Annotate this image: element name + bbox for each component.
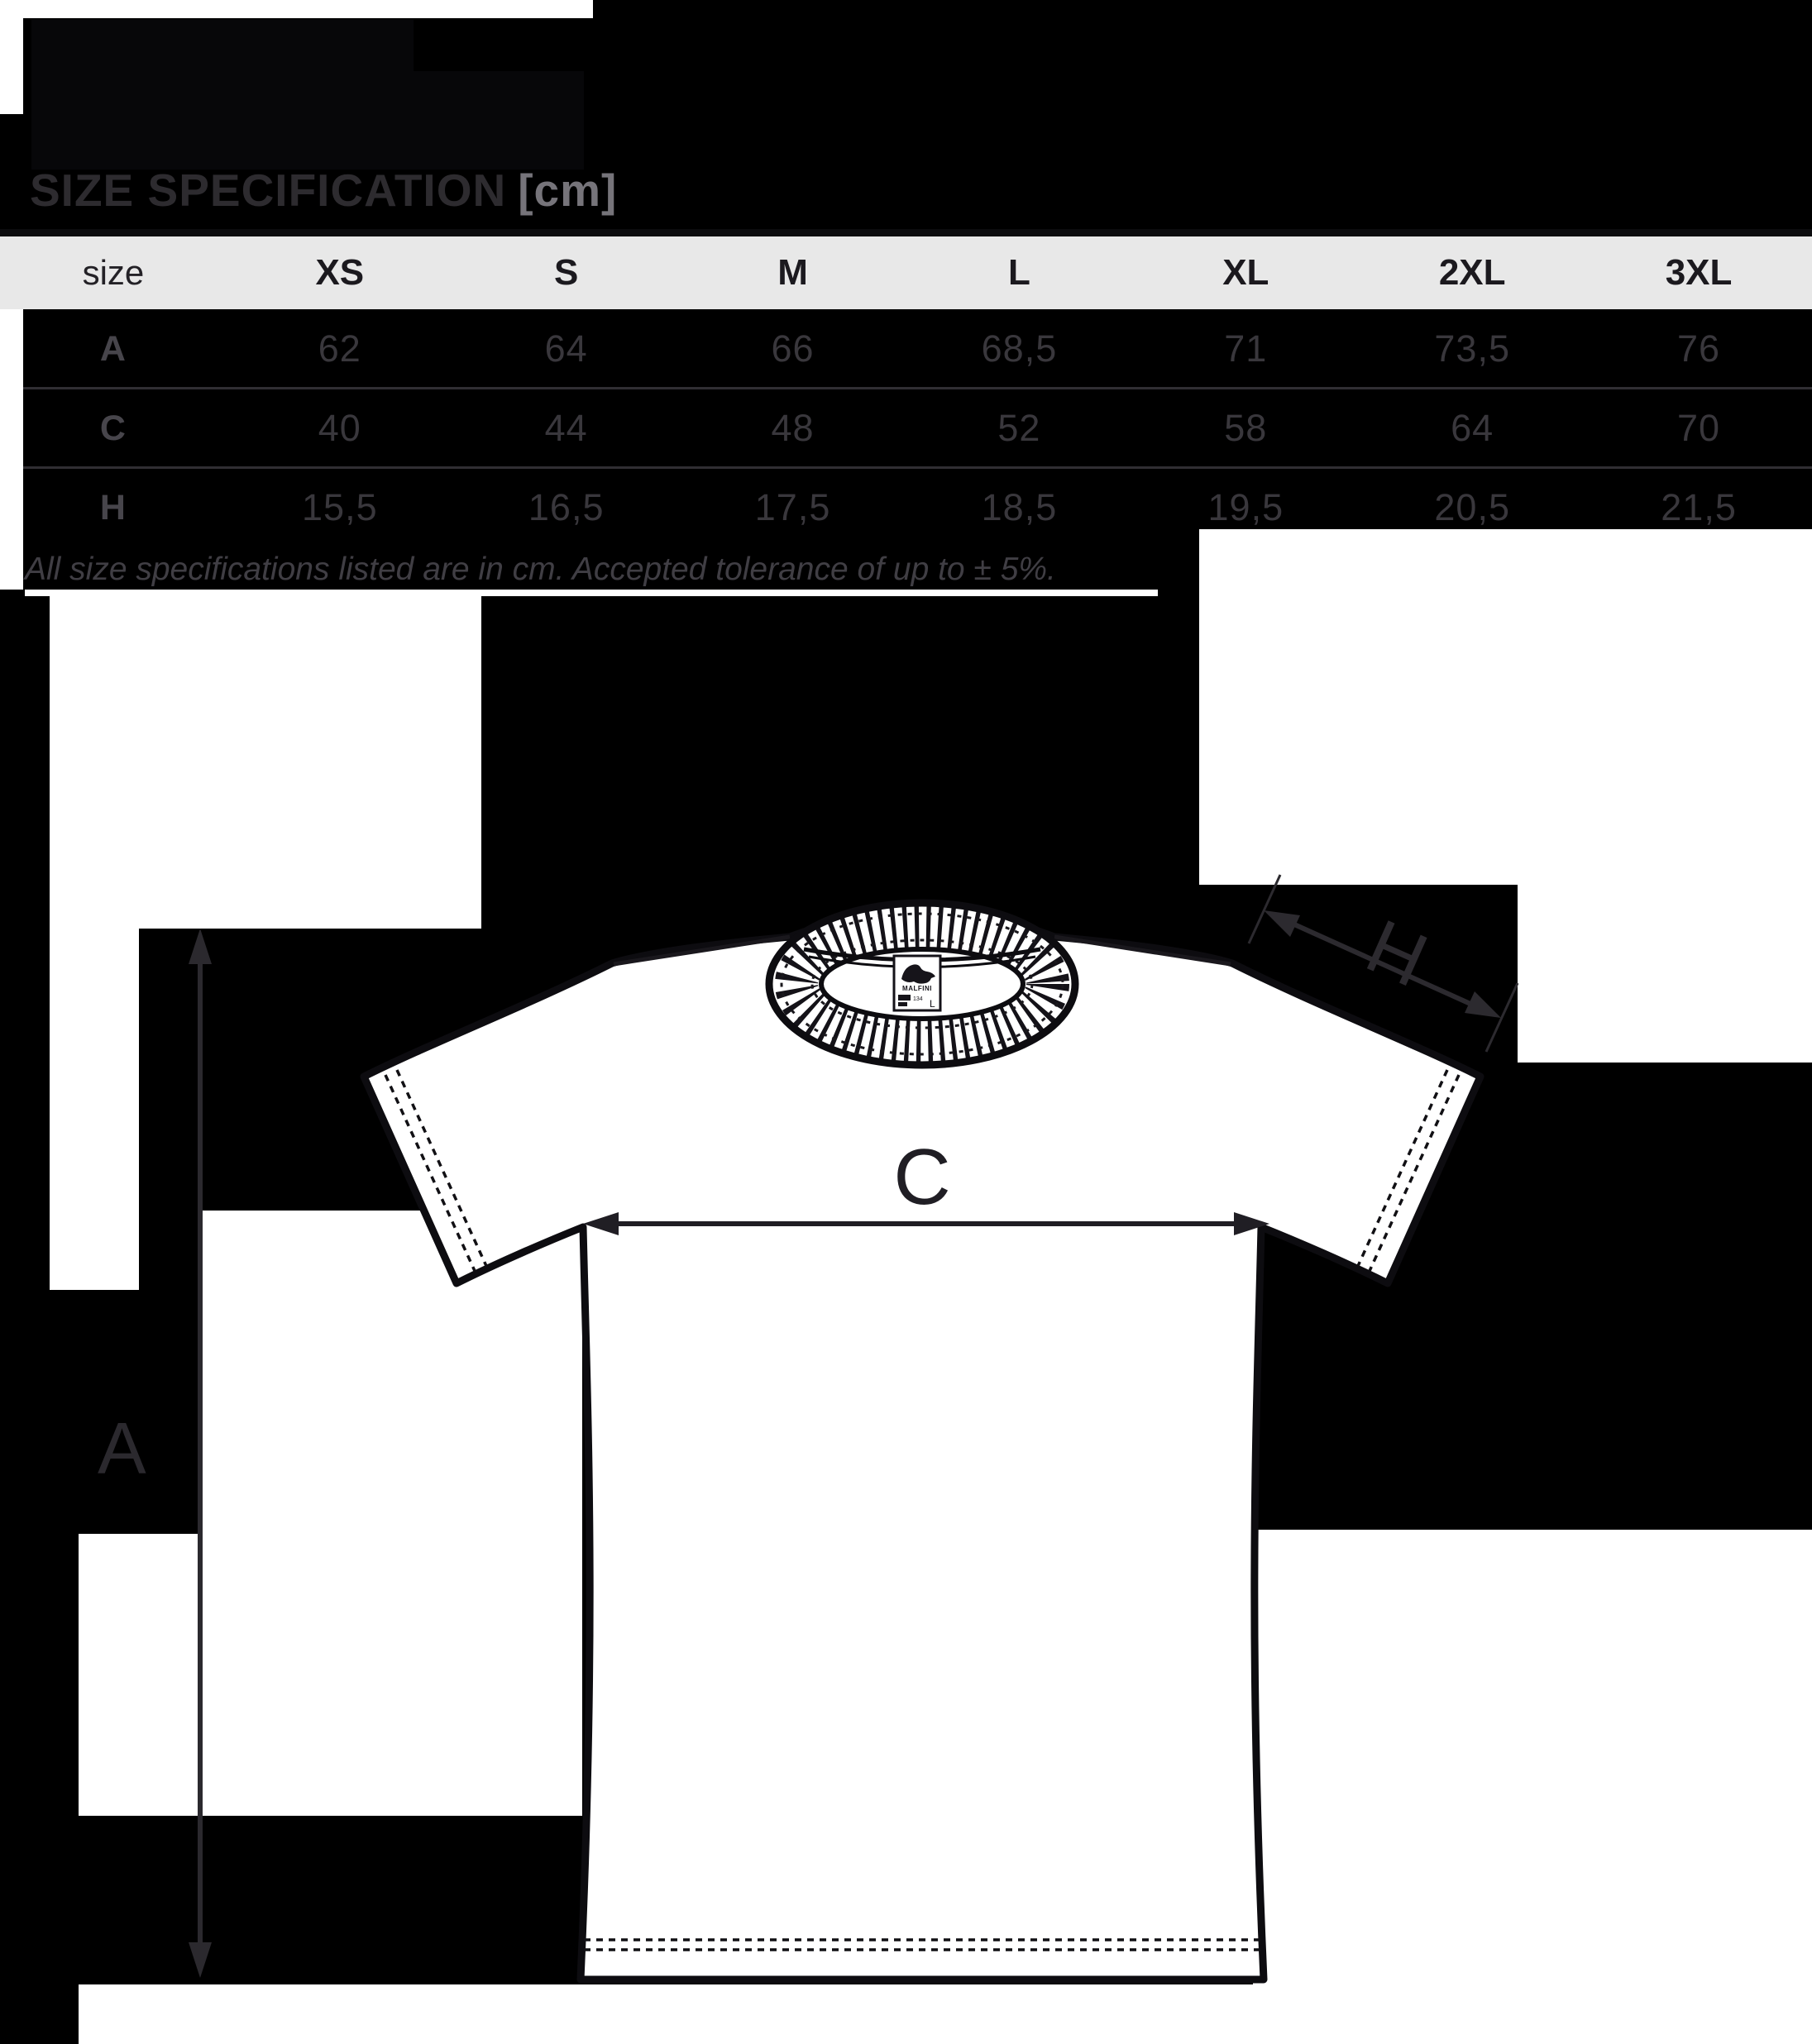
cell-c-m: 48 [771,407,815,449]
row-label: C [99,408,127,448]
cell-h-xl: 19,5 [1207,486,1284,528]
cell-h-xs: 15,5 [302,486,378,528]
header-cell-m: M [777,252,808,293]
header-cell-l: L [1007,252,1030,293]
cell-h-2xl: 20,5 [1434,486,1510,528]
tolerance-note: All size specifications listed are in cm. Accepted tolerance of up to ± 5%. [25,552,1056,587]
cell-a-l: 68,5 [981,327,1058,370]
cell-h-s: 16,5 [528,486,605,528]
header-cell-3xl: 3XL [1665,252,1733,293]
row-label: H [99,487,127,528]
cell-c-xl: 58 [1224,407,1268,449]
cell-h-3xl: 21,5 [1661,486,1737,528]
tag-code: 134 [913,996,923,1002]
header-cell-xl: XL [1222,252,1269,293]
header-cell-xs: XS [315,252,365,293]
cell-a-s: 64 [544,327,588,370]
title-text: SIZE SPECIFICATION [30,165,507,216]
tag-size: L [930,998,935,1010]
cell-a-xl: 71 [1224,327,1268,370]
header-cell-s: S [554,252,579,293]
cell-c-3xl: 70 [1677,407,1721,449]
cell-a-m: 66 [771,327,815,370]
cell-c-l: 52 [997,407,1041,449]
cell-c-s: 44 [544,407,588,449]
brand-tag [894,956,940,1010]
title-unit: [cm] [518,165,618,216]
header-cell-size: size [82,253,145,292]
cell-c-xs: 40 [318,407,361,449]
cell-a-3xl: 76 [1677,327,1721,370]
cell-a-2xl: 73,5 [1434,327,1510,370]
dimension-label-a: A [98,1407,146,1489]
cell-h-m: 17,5 [754,486,831,528]
cell-h-l: 18,5 [981,486,1058,528]
cell-c-2xl: 64 [1451,407,1494,449]
cell-a-xs: 62 [318,327,361,370]
dimension-label-h: H [1354,904,1440,1004]
header-cell-2xl: 2XL [1438,252,1506,293]
dimension-label-c: C [893,1133,951,1221]
tag-brand: MALFINI [902,985,932,992]
row-label: A [99,328,127,369]
